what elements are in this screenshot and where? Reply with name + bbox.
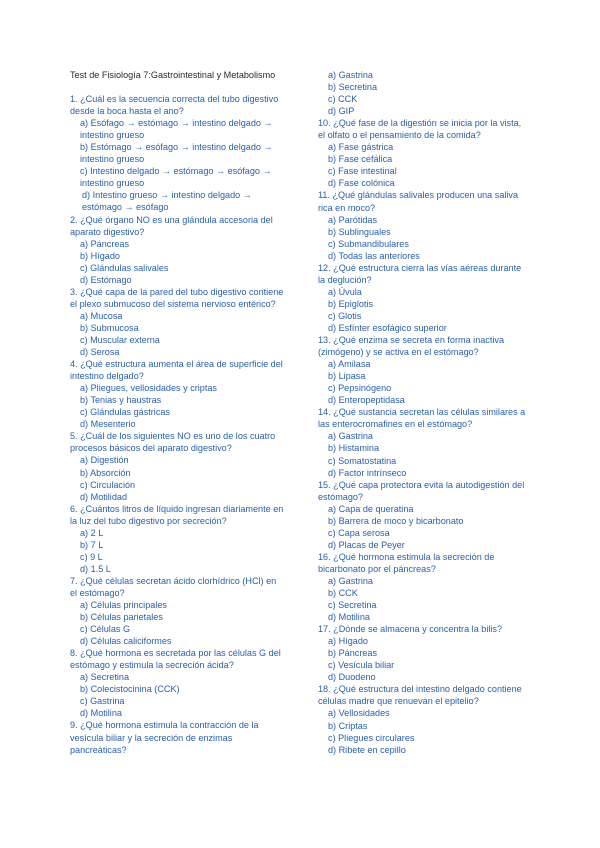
question-text: 7. ¿Qué células secretan ácido clorhídrico (HCl) en el estómago? [70,575,277,598]
option-a: a) Secretina [80,672,130,683]
option-b: b) Células parietales [80,612,163,623]
option-b: b) 7 L [80,539,104,550]
option-d: d) Placas de Peyer [328,539,405,550]
option-a: a) Amilasa [328,359,371,370]
question-1 [70,93,285,213]
option-d: d) Ribete en cepillo [328,744,406,755]
question-text: 18. ¿Qué estructura del intestino delgado contiene células madre que renuevan el epitelio? [318,684,522,707]
option-a: a) Páncreas [80,238,130,249]
option-b: b) Epiglotis [328,298,373,309]
option-c: c) Pepsinógeno [328,383,392,394]
option-c: c) Fase intestinal [328,166,397,177]
question-13 [318,334,530,406]
option-b: b) Hígado [80,250,120,261]
question-text: 14. ¿Qué sustancia secretan las células similares a las enterocromafines en el estómago? [318,407,526,430]
option-d: d) Intestino grueso → intestino delgado → estómago → esófago [82,190,252,213]
option-b: b) Submucosa [80,322,139,333]
question-17 [318,623,530,683]
option-b: b) Sublinguales [328,226,391,237]
option-c: c) Muscular externa [80,334,160,345]
option-b: b) Criptas [328,720,368,731]
left-column [70,69,285,756]
option-a: a) Pliegues, vellosidades y criptas [80,383,217,394]
question-14 [318,406,530,478]
question-text: 9. ¿Qué hormona estimula la contracción de la vesícula biliar y la secreción de enzimas pancreáticas? [70,720,259,755]
option-b: b) Tenias y haustras [80,395,162,406]
option-d: d) Fase colónica [328,178,395,189]
option-a: a) Células principales [80,600,167,611]
question-text: 17. ¿Dónde se almacena y concentra la bilis? [318,624,502,635]
option-d: d) Duodeno [328,672,376,683]
question-text: 5. ¿Cuál de los siguientes NO es uno de los cuatro procesos básicos del aparato digestivo? [70,431,276,454]
option-c: c) Glándulas salivales [80,262,169,273]
option-c: c) Secretina [328,600,377,611]
question-text: 11. ¿Qué glándulas salivales producen una saliva rica en moco? [318,190,519,213]
option-c: c) Vesícula biliar [328,660,395,671]
right-column [318,69,530,756]
option-c: c) Capa serosa [328,527,390,538]
option-a: a) Esófago → estómago → intestino delgado → intestino grueso [80,118,273,141]
option-d: d) Motilidad [80,491,128,502]
question-text: 6. ¿Cuántos litros de líquido ingresan diariamente en la luz del tubo digestivo por secreción? [70,503,284,526]
question-11 [318,189,530,261]
question-text: 2. ¿Qué órgano NO es una glándula accesoria del aparato digestivo? [70,214,273,237]
option-a: a) Gastrina [328,70,373,80]
option-b: b) Fase cefálica [328,154,393,165]
option-a: a) Parótidas [328,214,378,225]
question-5 [70,430,285,502]
option-d: d) Enteropeptidasa [328,395,405,406]
option-c: c) Somatostatina [328,455,397,466]
option-a: a) Mucosa [80,310,123,321]
question-9 [70,719,285,755]
option-d: d) Mesenterio [80,419,136,430]
option-d: d) Serosa [80,347,120,358]
question-text: 10. ¿Qué fase de la digestión se inicia por la vista, el olfato o el pensamiento de la comida? [318,118,522,141]
option-d: d) Motilina [80,708,122,719]
question-text: 16. ¿Qué hormona estimula la secreción de bicarbonato por el páncreas? [318,551,495,574]
option-c: c) Gastrina [80,696,125,707]
option-d: d) Todas las anteriores [328,250,420,261]
question-15 [318,479,530,551]
option-d: d) Factor intrínseco [328,467,407,478]
option-a: a) Gastrina [328,431,373,442]
question-10 [318,117,530,189]
question-9-options [318,69,530,117]
option-d: d) Estómago [80,274,132,285]
option-b: b) Secretina [328,82,378,93]
question-text: 8. ¿Qué hormona es secretada por las células G del estómago y estimula la secreción ácida? [70,648,281,671]
question-7 [70,575,285,647]
option-a: a) Gastrina [328,575,373,586]
option-c: c) Glotis [328,310,362,321]
option-b: b) CCK [328,588,358,599]
option-d: d) Esfínter esofágico superior [328,322,447,333]
question-text: 15. ¿Qué capa protectora evita la autodigestión del estómago? [318,479,525,502]
option-a: a) Capa de queratina [328,503,414,514]
question-12 [318,262,530,334]
option-a: a) Úvula [328,286,362,297]
document-title: Test de Fisiología 7:Gastrointestinal y Metabolismo [70,70,276,80]
option-b: b) Lipasa [328,371,366,382]
option-d: d) Células caliciformes [80,636,172,647]
option-a: a) 2 L [80,527,104,538]
option-c: c) Glándulas gástricas [80,407,170,418]
option-b: b) Colecistocinina (CCK) [80,684,180,695]
question-6 [70,503,285,575]
question-text: 3. ¿Qué capa de la pared del tubo digestivo contiene el plexo submucoso del sistema nervioso entérico? [70,286,284,309]
option-d: d) 1.5 L [80,563,111,574]
option-b: b) Páncreas [328,648,378,659]
question-text: 1. ¿Cuál es la secuencia correcta del tubo digestivo desde la boca hasta el ano? [70,94,279,117]
option-c: c) 9 L [80,551,103,562]
option-b: b) Histamina [328,443,380,454]
option-c: c) Circulación [80,479,136,490]
option-c: c) Pliegues circulares [328,732,415,743]
option-d: d) GIP [328,106,355,117]
option-b: b) Estómago → esófago → intestino delgado → intestino grueso [80,142,273,165]
question-2 [70,214,285,286]
option-a: a) Fase gástrica [328,142,394,153]
option-c: c) Submandibulares [328,238,409,249]
question-8 [70,647,285,719]
option-c: c) Células G [80,624,131,635]
question-text: 13. ¿Qué enzima se secreta en forma inactiva (zimógeno) y se activa en el estómago? [318,335,505,358]
question-3 [70,286,285,358]
option-a: a) Hígado [328,636,368,647]
option-c: c) Intestino delgado → estómago → esófago → intestino grueso [80,166,272,189]
question-18 [318,683,530,755]
option-a: a) Vellosidades [328,708,390,719]
option-c: c) CCK [328,94,358,105]
option-b: b) Barrera de moco y bicarbonato [328,515,464,526]
question-text: 4. ¿Qué estructura aumenta el área de superficie del intestino delgado? [70,359,283,382]
question-text: 12. ¿Qué estructura cierra las vías aéreas durante la deglución? [318,262,522,285]
option-b: b) Absorción [80,467,131,478]
option-d: d) Motilina [328,612,370,623]
question-4 [70,358,285,430]
option-a: a) Digestión [80,455,129,466]
question-16 [318,551,530,623]
